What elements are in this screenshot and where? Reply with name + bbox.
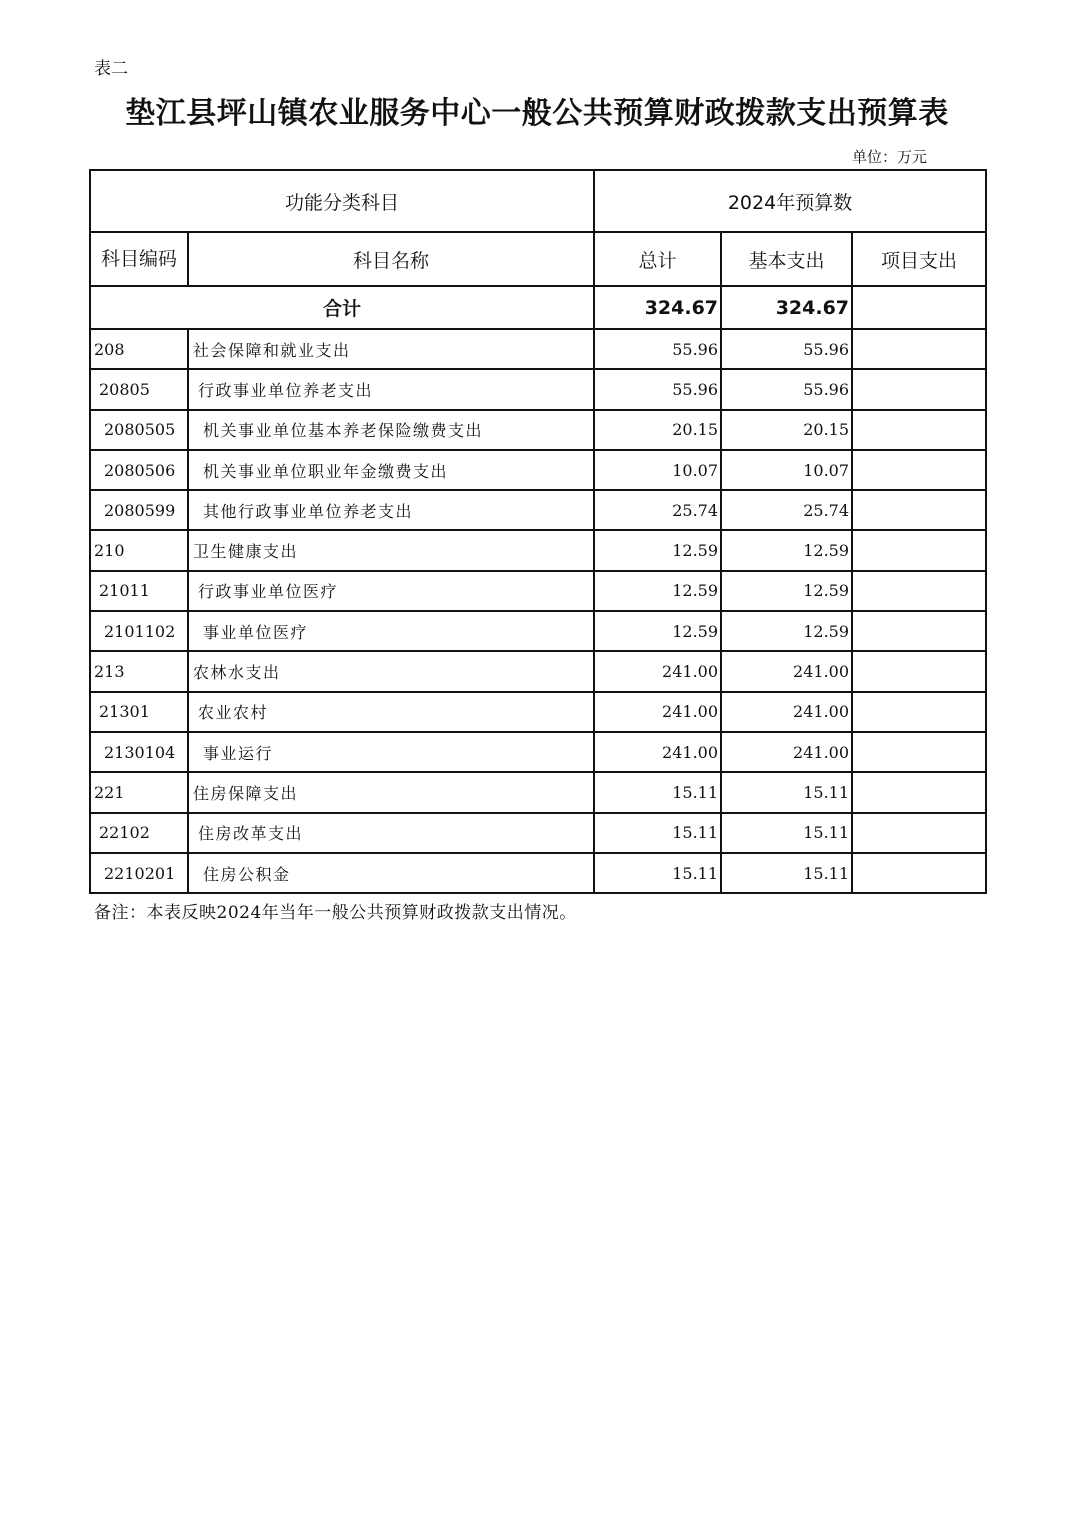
- row-basic: 12.59: [721, 571, 852, 611]
- total-amount: 324.67: [594, 286, 721, 329]
- row-code: 21301: [90, 692, 188, 732]
- row-code: 2210201: [90, 853, 188, 893]
- row-code: 22102: [90, 813, 188, 853]
- table-row: [90, 692, 986, 732]
- row-basic: 20.15: [721, 410, 852, 450]
- table-row: [90, 490, 986, 530]
- row-name: 行政事业单位养老支出: [188, 369, 594, 409]
- row-project: [852, 732, 986, 772]
- row-basic: 55.96: [721, 369, 852, 409]
- header-project: 项目支出: [852, 232, 986, 286]
- row-code: 210: [90, 530, 188, 570]
- page-title: 垫江县坪山镇农业服务中心一般公共预算财政拨款支出预算表: [125, 96, 949, 131]
- row-project: [852, 651, 986, 691]
- row-name: 住房公积金: [188, 853, 594, 893]
- budget-table: [89, 169, 987, 894]
- row-total: 241.00: [594, 692, 721, 732]
- row-total: 15.11: [594, 853, 721, 893]
- row-basic: 12.59: [721, 530, 852, 570]
- total-label: 合计: [90, 286, 594, 329]
- row-name: 行政事业单位医疗: [188, 571, 594, 611]
- table-row: [90, 813, 986, 853]
- row-total: 25.74: [594, 490, 721, 530]
- row-project: [852, 490, 986, 530]
- row-total: 241.00: [594, 651, 721, 691]
- row-code: 2080506: [90, 450, 188, 490]
- row-basic: 241.00: [721, 692, 852, 732]
- row-total: 55.96: [594, 369, 721, 409]
- row-basic: 10.07: [721, 450, 852, 490]
- row-total: 10.07: [594, 450, 721, 490]
- row-name: 卫生健康支出: [188, 530, 594, 570]
- row-total: 12.59: [594, 571, 721, 611]
- row-project: [852, 369, 986, 409]
- row-basic: 12.59: [721, 611, 852, 651]
- row-name: 住房改革支出: [188, 813, 594, 853]
- header-category: 功能分类科目: [90, 170, 594, 232]
- row-project: [852, 692, 986, 732]
- row-basic: 241.00: [721, 651, 852, 691]
- header-row-1: [90, 170, 986, 232]
- header-name: 科目名称: [188, 232, 594, 286]
- row-name: 农林水支出: [188, 651, 594, 691]
- row-name: 机关事业单位基本养老保险缴费支出: [188, 410, 594, 450]
- table-row: [90, 450, 986, 490]
- table-row: [90, 853, 986, 893]
- table-row: [90, 410, 986, 450]
- row-project: [852, 813, 986, 853]
- row-code: 2101102: [90, 611, 188, 651]
- header-basic: 基本支出: [721, 232, 852, 286]
- row-code: 2080599: [90, 490, 188, 530]
- row-code: 20805: [90, 369, 188, 409]
- row-project: [852, 772, 986, 812]
- row-project: [852, 410, 986, 450]
- row-code: 2080505: [90, 410, 188, 450]
- header-code: 科目编码: [90, 232, 188, 286]
- row-code: 221: [90, 772, 188, 812]
- table-label: 表二: [94, 59, 128, 79]
- row-name: 事业单位医疗: [188, 611, 594, 651]
- row-project: [852, 450, 986, 490]
- row-name: 其他行政事业单位养老支出: [188, 490, 594, 530]
- table-row: [90, 651, 986, 691]
- row-basic: 15.11: [721, 853, 852, 893]
- table-row: [90, 732, 986, 772]
- row-name: 社会保障和就业支出: [188, 329, 594, 369]
- header-year-budget: 2024年预算数: [594, 170, 986, 232]
- table-row: [90, 611, 986, 651]
- table-row: [90, 571, 986, 611]
- total-project: [852, 286, 986, 329]
- row-total: 12.59: [594, 611, 721, 651]
- footnote: 备注：本表反映2024年当年一般公共预算财政拨款支出情况。: [94, 903, 577, 923]
- row-basic: 55.96: [721, 329, 852, 369]
- row-name: 农业农村: [188, 692, 594, 732]
- row-project: [852, 571, 986, 611]
- table-row: [90, 772, 986, 812]
- table-row: [90, 369, 986, 409]
- row-name: 住房保障支出: [188, 772, 594, 812]
- row-code: 2130104: [90, 732, 188, 772]
- row-basic: 15.11: [721, 813, 852, 853]
- row-total: 241.00: [594, 732, 721, 772]
- table-row: [90, 530, 986, 570]
- row-project: [852, 853, 986, 893]
- table-row: [90, 329, 986, 369]
- header-total: 总计: [594, 232, 721, 286]
- total-basic: 324.67: [721, 286, 852, 329]
- row-project: [852, 530, 986, 570]
- row-name: 机关事业单位职业年金缴费支出: [188, 450, 594, 490]
- row-code: 21011: [90, 571, 188, 611]
- row-name: 事业运行: [188, 732, 594, 772]
- row-project: [852, 329, 986, 369]
- header-row-2: [90, 232, 986, 286]
- row-total: 55.96: [594, 329, 721, 369]
- unit-label: 单位：万元: [852, 148, 928, 166]
- row-total: 12.59: [594, 530, 721, 570]
- row-code: 213: [90, 651, 188, 691]
- row-basic: 25.74: [721, 490, 852, 530]
- total-row: [90, 286, 986, 329]
- row-code: 208: [90, 329, 188, 369]
- row-total: 20.15: [594, 410, 721, 450]
- row-basic: 15.11: [721, 772, 852, 812]
- row-total: 15.11: [594, 813, 721, 853]
- row-project: [852, 611, 986, 651]
- row-basic: 241.00: [721, 732, 852, 772]
- row-total: 15.11: [594, 772, 721, 812]
